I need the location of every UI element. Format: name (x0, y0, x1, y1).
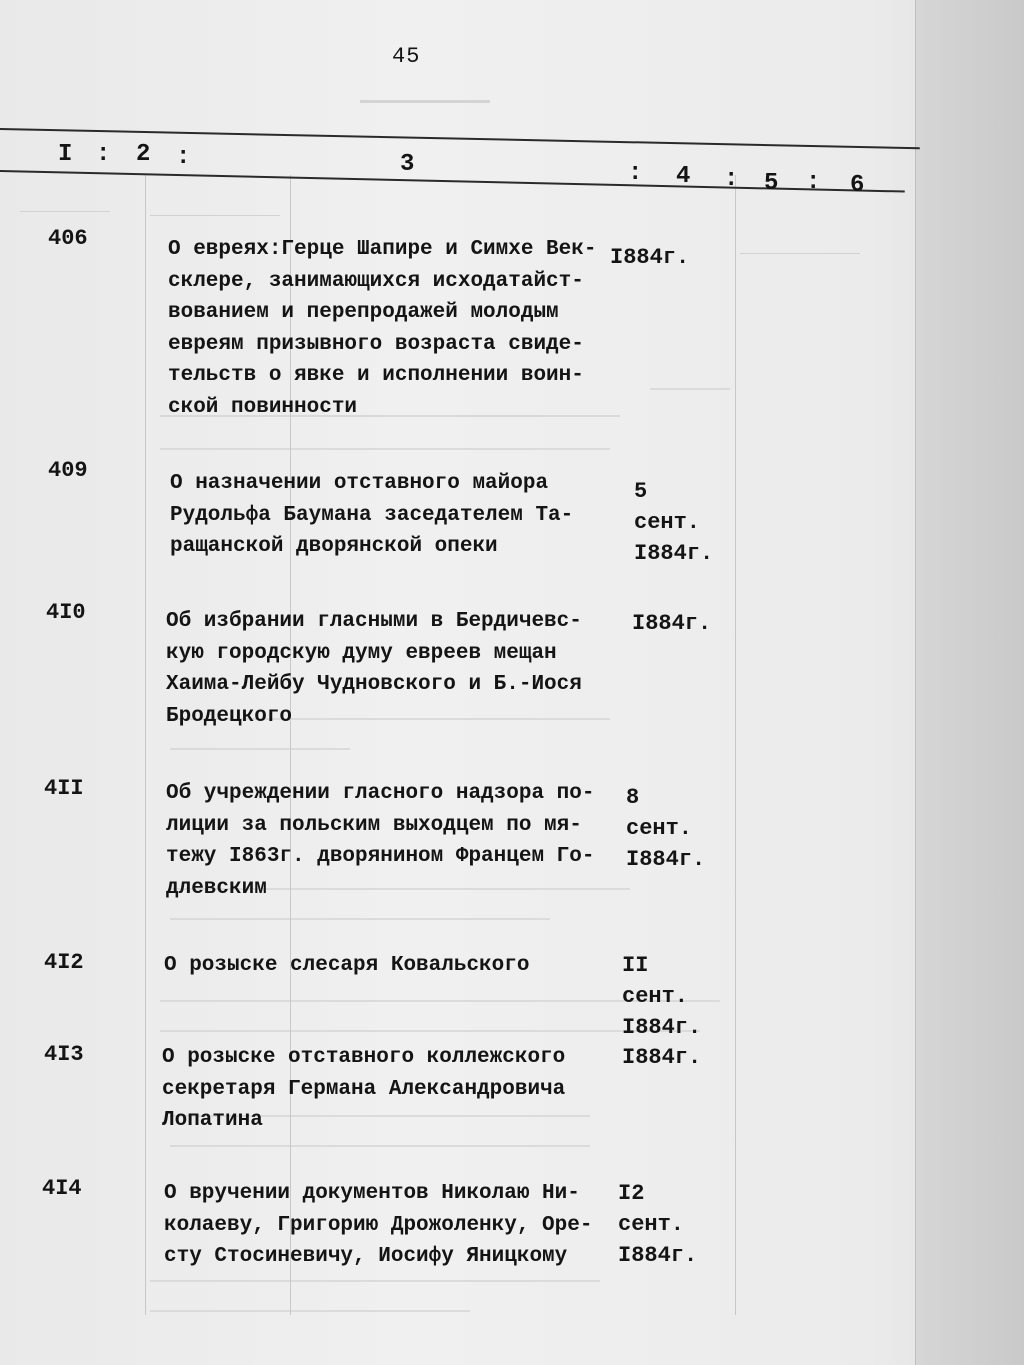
column-number-5: 5 (764, 170, 779, 197)
entry-title: О розыске слесаря Ковальского (164, 954, 530, 977)
column-line (735, 175, 736, 1315)
entry-number: 409 (48, 458, 88, 483)
entry-date: I2 сент. I884г. (618, 1181, 698, 1268)
entry-date: I884г. (632, 611, 712, 636)
column-number-2: 2 (136, 141, 151, 168)
entry-title: О евреях:Герце Шапире и Симхе Век- склере, занимающихся исходатайст- вованием и перепродажей молодым евреям призывного возраста свиде- тельств о явке и исполнении воин- ской повинности (168, 238, 597, 419)
column-separator: : (96, 141, 111, 168)
entry-number: 4I0 (46, 600, 86, 625)
entry-date: I884г. (622, 1045, 702, 1070)
column-number-6: 6 (850, 172, 865, 199)
column-separator: : (724, 166, 739, 193)
entry-title: О вручении документов Николаю Ни- колаеву, Григорию Дрожоленку, Оре- сту Стосиневичу, Иосифу Яницкому (164, 1182, 593, 1268)
entry-number: 4II (44, 776, 84, 801)
entry-number: 406 (48, 226, 88, 251)
column-number-4: 4 (676, 163, 691, 190)
column-separator: : (628, 160, 643, 187)
entry-date: II сент. I884г. (622, 953, 702, 1040)
column-number-1: I (58, 141, 73, 168)
entry-date: I884г. (610, 245, 690, 270)
entry-title: Об учреждении гласного надзора по- лиции за польским выходцем по мя- тежу I863г. дворянином Францем Го- длевским (166, 782, 595, 900)
column-separator: : (806, 169, 821, 196)
entry-title: Об избрании гласными в Бердичевс- кую городскую думу евреев мещан Хаима-Лейбу Чудновского и Б.-Иося Бродецкого (166, 610, 582, 728)
page-number: 45 (392, 44, 421, 69)
entry-number: 4I2 (44, 950, 84, 975)
column-number-3: 3 (400, 151, 415, 178)
entry-title: О розыске отставного коллежского секретаря Германа Александровича Лопатина (162, 1046, 566, 1132)
entry-date: 5 сент. I884г. (634, 479, 714, 566)
page-edge-shadow (915, 0, 1024, 1365)
column-line (145, 175, 146, 1315)
entry-title: О назначении отставного майора Рудольфа Баумана заседателем Та- ращанской дворянской опеки (170, 472, 574, 558)
column-separator: : (176, 144, 191, 171)
entry-number: 4I4 (42, 1176, 82, 1201)
entry-number: 4I3 (44, 1042, 84, 1067)
entry-date: 8 сент. I884г. (626, 785, 706, 872)
